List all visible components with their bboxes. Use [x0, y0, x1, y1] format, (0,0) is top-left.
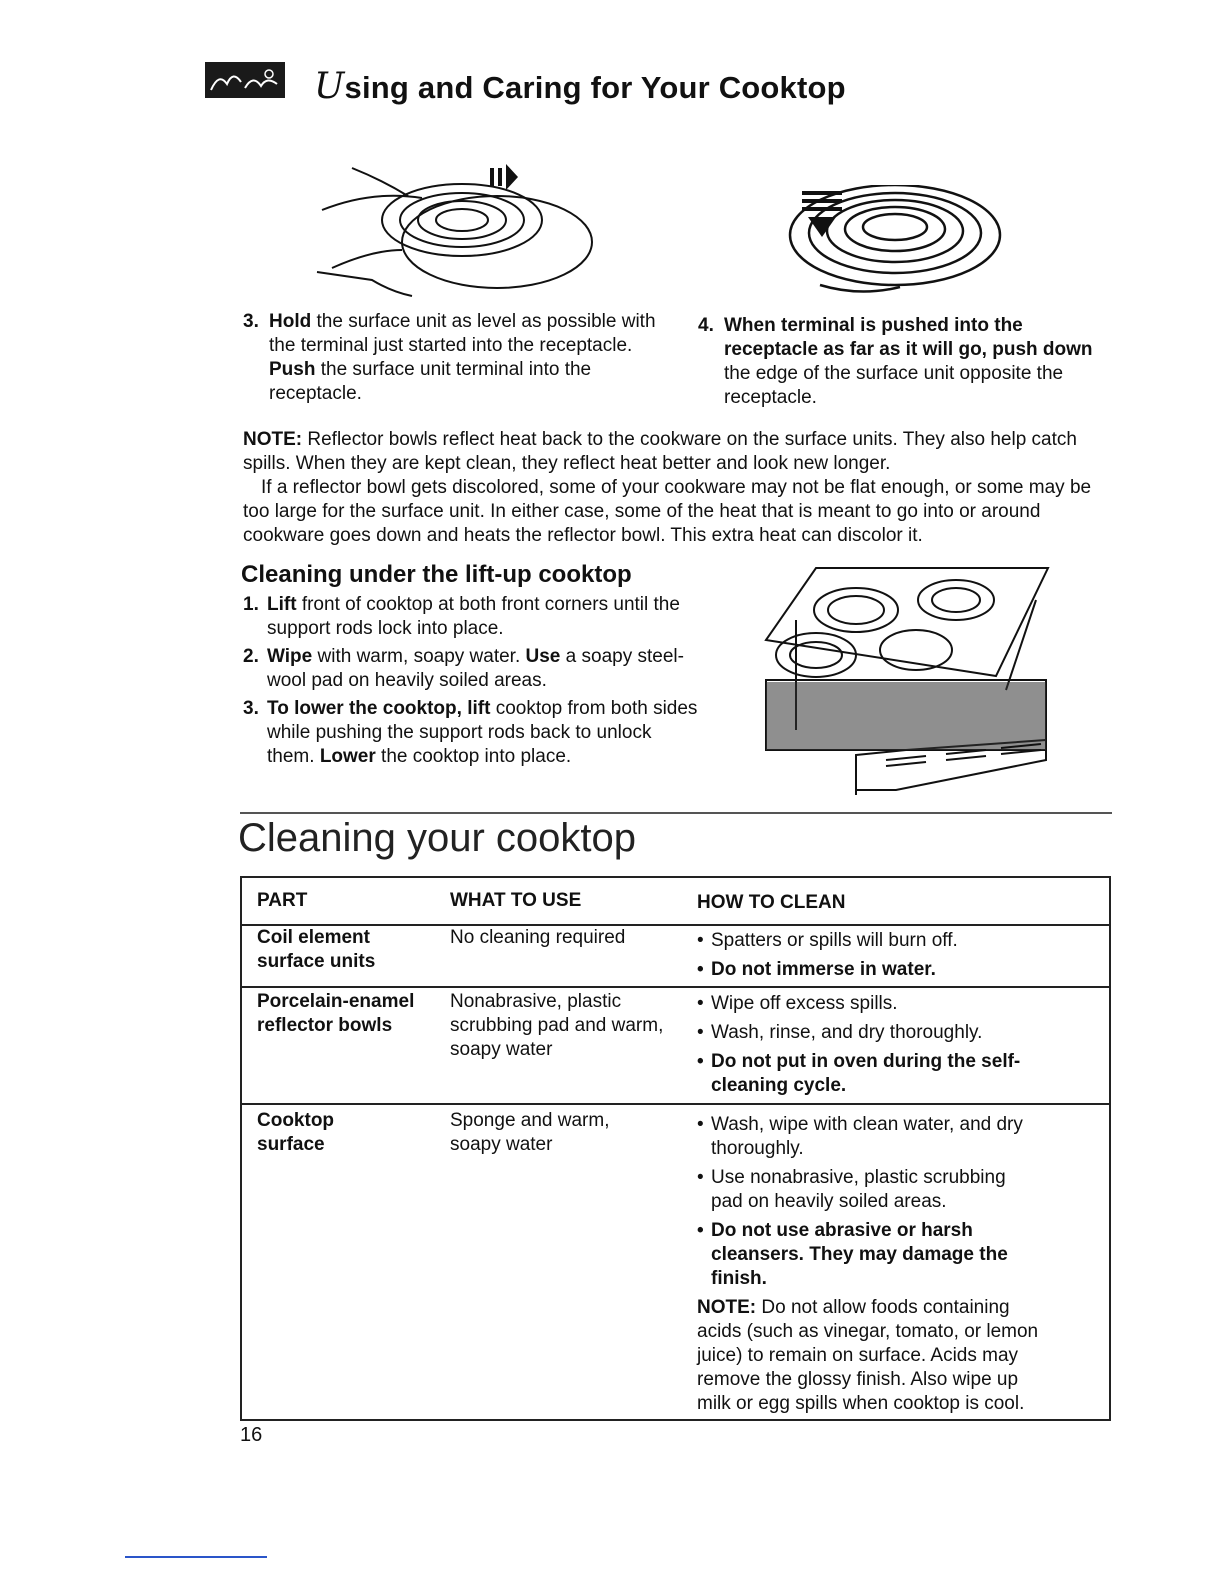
how-to-clean-cell — [697, 992, 1027, 1103]
part-cell: Coil element surface units — [257, 927, 376, 972]
what-to-use-cell: Sponge and warm, soapy water — [450, 1110, 610, 1155]
note-label: NOTE: — [243, 429, 303, 450]
list-item: 1. Lift front of cooktop at both front corners until the support rods lock into place. — [243, 594, 680, 639]
note-paragraph-2: If a reflector bowl gets discolored, some of your cookware may not be flat enough, or some may be too large for the surface unit. In either case, some of the heat that is meant to go into or around cookware goes down and heats the reflector bowl. This extra heat can discolor it. — [243, 477, 1092, 546]
footer-rule — [125, 1556, 267, 1558]
table-header-row — [242, 878, 1109, 924]
reflector-bowl-note — [243, 428, 1115, 548]
hold-surface-unit-illustration — [312, 150, 612, 310]
table-row — [242, 1103, 1109, 1419]
bullet-item: • Use nonabrasive, plastic scrubbing pad on heavily soiled areas. — [697, 1166, 1042, 1214]
section-logo-icon — [205, 62, 285, 98]
table-row — [242, 986, 1109, 1105]
cleaning-table — [240, 876, 1111, 1421]
list-item: 2. Wipe with warm, soapy water. Use a soapy steel-wool pad on heavily soiled areas. — [243, 646, 684, 691]
bullet-item: • Wash, wipe with clean water, and dry thoroughly. — [697, 1113, 1042, 1161]
bullet-item: • Wash, rinse, and dry thoroughly. — [697, 1021, 1027, 1045]
step-text: Hold the surface unit as level as possible with the terminal just started into the receptacle. Push the surface unit terminal into the receptacle. — [269, 311, 656, 404]
part-cell: Porcelain-enamel reflector bowls — [257, 991, 415, 1036]
push-surface-unit-illustration — [780, 185, 1010, 305]
note-paragraph-1: Reflector bowls reflect heat back to the cookware on the surface units. They also help catch spills. When they are kept clean, they reflect heat better and look new longer. — [243, 429, 1077, 474]
what-to-use-cell: No cleaning required — [450, 927, 626, 948]
lift-up-steps-list — [243, 593, 703, 773]
bullet-item: • Do not use abrasive or harsh cleansers. They may damage the finish. — [697, 1219, 1042, 1291]
lift-up-cooktop-heading: Cleaning under the lift-up cooktop — [241, 561, 632, 588]
bullet-item: • Wipe off excess spills. — [697, 992, 1027, 1016]
list-item: 3. To lower the cooktop, lift cooktop from both sides while pushing the support rods back to unlock them. Lower the cooktop into place. — [243, 698, 698, 767]
section-divider — [240, 812, 1112, 814]
table-row — [242, 924, 1109, 988]
column-header-part: PART — [257, 890, 308, 911]
section-title: Cleaning your cooktop — [238, 816, 637, 860]
step-hold-surface-unit — [243, 310, 673, 406]
column-header-what-to-use: WHAT TO USE — [450, 890, 582, 911]
step-push-down-surface-unit — [698, 314, 1118, 410]
bullet-item: • Do not put in oven during the self-cleaning cycle. — [697, 1050, 1027, 1098]
step-text: When terminal is pushed into the receptacle as far as it will go, push down the edge of the surface unit opposite the receptacle. — [724, 315, 1093, 408]
bullet-item: • Do not immerse in water. — [697, 958, 1109, 982]
lift-up-cooktop-illustration — [756, 560, 1056, 800]
how-to-clean-cell — [697, 929, 1109, 987]
cooktop-surface-note: NOTE: Do not allow foods containing acids (such as vinegar, tomato, or lemon juice) to remain on surface. Acids may remove the glossy finish. Also wipe up milk or egg spills when cooktop is cool. — [697, 1297, 1039, 1414]
part-cell: Cooktop surface — [257, 1110, 335, 1155]
step-number: 3. — [243, 311, 259, 332]
column-header-how-to-clean: HOW TO CLEAN — [697, 892, 846, 913]
step-number: 4. — [698, 315, 714, 336]
bullet-item: • Spatters or spills will burn off. — [697, 929, 1109, 953]
what-to-use-cell: Nonabrasive, plastic scrubbing pad and warm, soapy water — [450, 991, 664, 1060]
how-to-clean-cell — [697, 1113, 1042, 1416]
page-title: Using and Caring for Your Cooktop — [314, 66, 846, 107]
page-number: 16 — [240, 1424, 263, 1446]
